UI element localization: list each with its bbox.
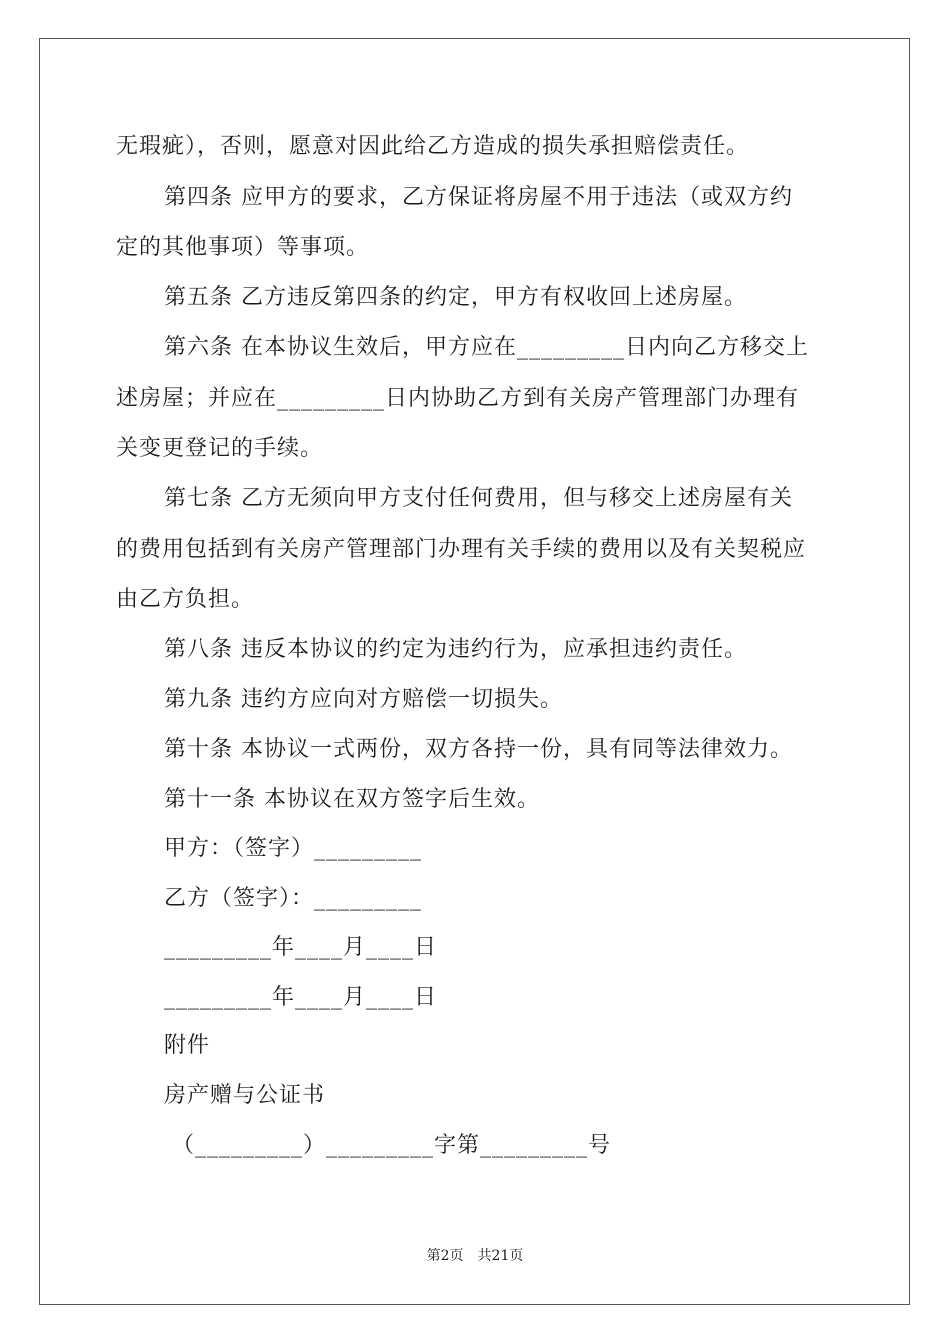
clause-7-line-3: 由乙方负担。 <box>116 587 255 612</box>
clause-11: 第十一条 本协议在双方签字后生效。 <box>164 787 540 812</box>
clause-7-line-2: 的费用包括到有关房产管理部门办理有关手续的费用以及有关契税应 <box>116 537 807 562</box>
clause-7-line-1: 第七条 乙方无须向甲方支付任何费用，但与移交上述房屋有关 <box>164 486 793 511</box>
clause-8: 第八条 违反本协议的约定为违约行为，应承担违约责任。 <box>164 637 747 662</box>
party-a-signature: 甲方：（签字）_________ <box>164 836 423 861</box>
clause-10: 第十条 本协议一式两份，双方各持一份，具有同等法律效力。 <box>164 737 793 762</box>
clause-6-line-3: 关变更登记的手续。 <box>116 436 324 461</box>
notarization-title: 房产赠与公证书 <box>164 1083 326 1108</box>
clause-4-line-1: 第四条 应甲方的要求，乙方保证将房屋不用于违法（或双方约 <box>164 185 793 210</box>
page-border <box>39 38 910 1305</box>
clause-3-continuation: 无瑕疵），否则，愿意对因此给乙方造成的损失承担赔偿责任。 <box>116 134 750 159</box>
clause-5: 第五条 乙方违反第四条的约定，甲方有权收回上述房屋。 <box>164 285 747 310</box>
clause-6-line-2: 述房屋；并应在_________日内协助乙方到有关房产管理部门办理有 <box>116 386 800 411</box>
clause-6-line-1: 第六条 在本协议生效后，甲方应在_________日内向乙方移交上 <box>164 335 809 360</box>
date-line-1: _________年____月____日 <box>164 935 438 960</box>
clause-4-line-2: 定的其他事项）等事项。 <box>116 235 370 260</box>
notarization-number: （_________）_________字第_________号 <box>172 1133 612 1158</box>
date-line-2: _________年____月____日 <box>164 985 438 1010</box>
party-b-signature: 乙方（签字）：_________ <box>164 886 423 911</box>
page-footer: 第2页 共21页 <box>426 1248 524 1264</box>
clause-9: 第九条 违约方应向对方赔偿一切损失。 <box>164 687 563 712</box>
attachment-heading: 附件 <box>164 1033 211 1058</box>
